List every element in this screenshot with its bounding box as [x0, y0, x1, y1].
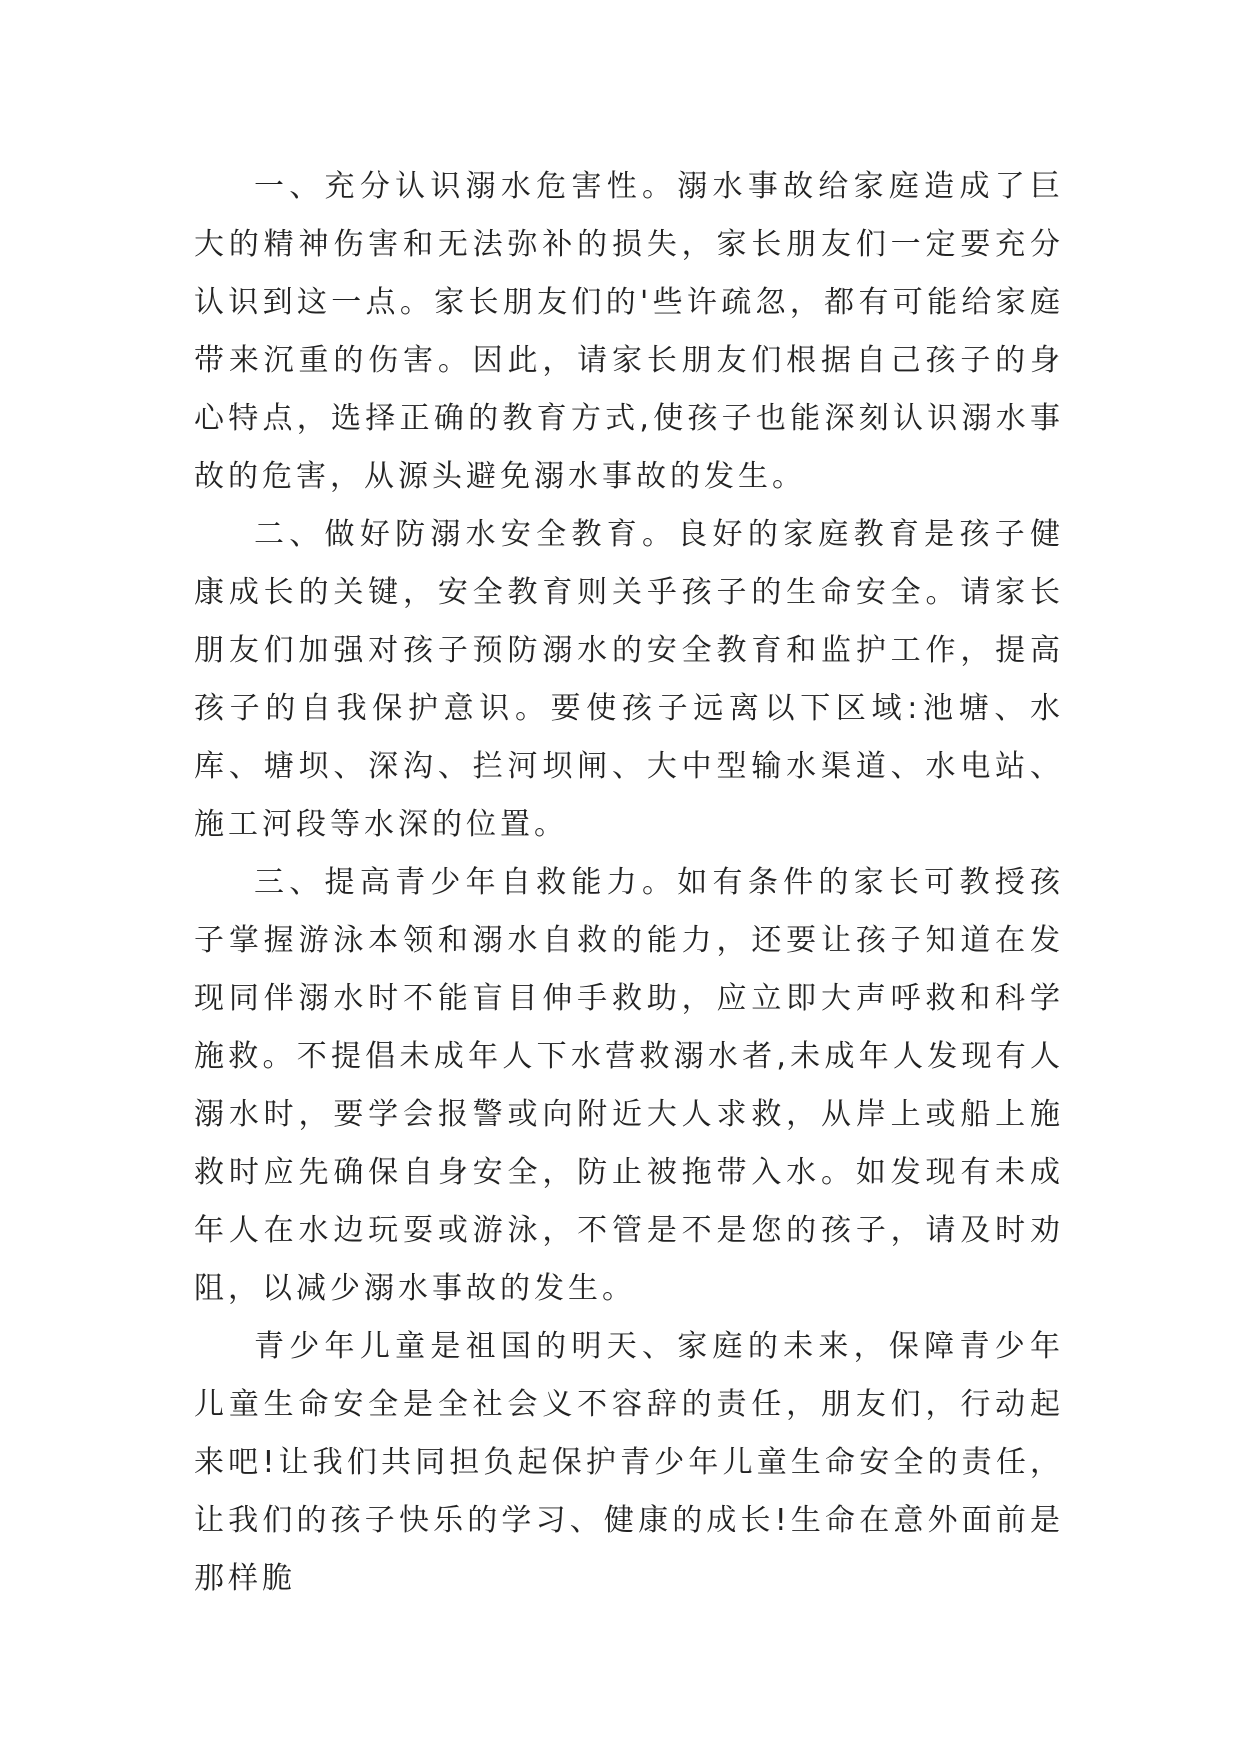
paragraph-drowning-hazard: 一、充分认识溺水危害性。溺水事故给家庭造成了巨大的精神伤害和无法弥补的损失，家长朋友们一定要充分认识到这一点。家长朋友们的'些许疏忽，都有可能给家庭带来沉重的伤害。因此，请家长朋友们根据自己孩子的身心特点，选择正确的教育方式,使孩子也能深刻认识溺水事故的危害，从源头避免溺水事故的发生。 — [194, 169, 1064, 494]
paragraph-safety-education: 二、做好防溺水安全教育。良好的家庭教育是孩子健康成长的关键，安全教育则关乎孩子的生命安全。请家长朋友们加强对孩子预防溺水的安全教育和监护工作，提高孩子的自我保护意识。要使孩子远离以下区域:池塘、水库、塘坝、深沟、拦河坝闸、大中型输水渠道、水电站、施工河段等水深的位置。 — [194, 517, 1064, 842]
paragraph-self-rescue: 三、提高青少年自救能力。如有条件的家长可教授孩子掌握游泳本领和溺水自救的能力，还要让孩子知道在发现同伴溺水时不能盲目伸手救助，应立即大声呼救和科学施救。不提倡未成年人下水营救溺水者,未成年人发现有人溺水时，要学会报警或向附近大人求救，从岸上或船上施救时应先确保自身安全，防止被拖带入水。如发现有未成年人在水边玩耍或游泳，不管是不是您的孩子，请及时劝阻，以减少溺水事故的发生。 — [194, 865, 1064, 1306]
paragraph-call-to-action: 青少年儿童是祖国的明天、家庭的未来，保障青少年儿童生命安全是全社会义不容辞的责任，朋友们，行动起来吧!让我们共同担负起保护青少年儿童生命安全的责任，让我们的孩子快乐的学习、健康的成长!生命在意外面前是那样脆 — [194, 1329, 1064, 1596]
document-body — [194, 158, 1064, 1608]
